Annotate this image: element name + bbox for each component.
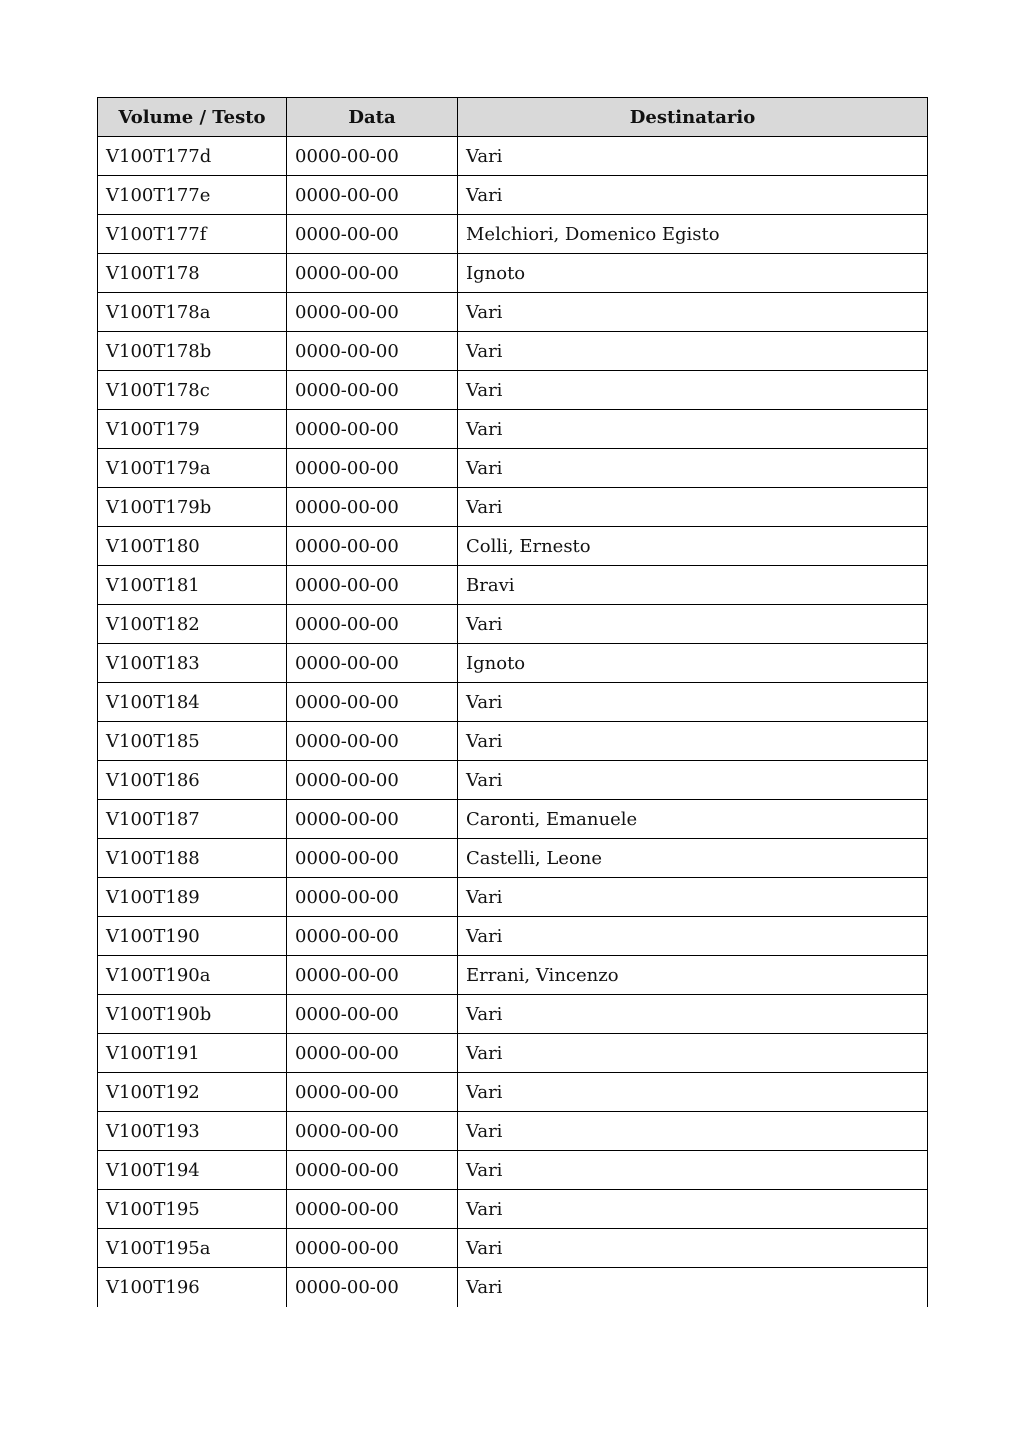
cell-volume-testo: V100T181 — [98, 566, 287, 605]
cell-volume-testo: V100T178a — [98, 293, 287, 332]
header-data: Data — [287, 98, 458, 137]
table-row — [98, 1229, 928, 1268]
table-row — [98, 644, 928, 683]
cell-destinatario: Bravi — [458, 566, 928, 605]
table-row — [98, 1268, 928, 1307]
cell-destinatario: Vari — [458, 176, 928, 215]
cell-volume-testo: V100T191 — [98, 1034, 287, 1073]
table-row — [98, 371, 928, 410]
cell-destinatario: Castelli, Leone — [458, 839, 928, 878]
cell-destinatario: Melchiori, Domenico Egisto — [458, 215, 928, 254]
table-row — [98, 410, 928, 449]
cell-destinatario: Vari — [458, 1034, 928, 1073]
cell-data: 0000-00-00 — [287, 371, 458, 410]
cell-destinatario: Vari — [458, 761, 928, 800]
cell-volume-testo: V100T184 — [98, 683, 287, 722]
table-row — [98, 332, 928, 371]
cell-data: 0000-00-00 — [287, 449, 458, 488]
cell-data: 0000-00-00 — [287, 254, 458, 293]
cell-volume-testo: V100T178b — [98, 332, 287, 371]
cell-destinatario: Vari — [458, 1112, 928, 1151]
table-row — [98, 956, 928, 995]
cell-destinatario: Vari — [458, 1151, 928, 1190]
table-header-row — [98, 98, 928, 137]
cell-destinatario: Vari — [458, 1190, 928, 1229]
cell-data: 0000-00-00 — [287, 527, 458, 566]
cell-volume-testo: V100T180 — [98, 527, 287, 566]
cell-volume-testo: V100T190b — [98, 995, 287, 1034]
cell-destinatario: Vari — [458, 722, 928, 761]
cell-destinatario: Vari — [458, 1268, 928, 1307]
header-volume-testo: Volume / Testo — [98, 98, 287, 137]
cell-volume-testo: V100T188 — [98, 839, 287, 878]
table-row — [98, 839, 928, 878]
cell-destinatario: Vari — [458, 605, 928, 644]
cell-data: 0000-00-00 — [287, 605, 458, 644]
cell-volume-testo: V100T179b — [98, 488, 287, 527]
cell-data: 0000-00-00 — [287, 995, 458, 1034]
table-row — [98, 1190, 928, 1229]
cell-volume-testo: V100T179a — [98, 449, 287, 488]
cell-data: 0000-00-00 — [287, 644, 458, 683]
table-row — [98, 293, 928, 332]
table-row — [98, 1112, 928, 1151]
table-row — [98, 800, 928, 839]
cell-destinatario: Vari — [458, 332, 928, 371]
table-row — [98, 176, 928, 215]
table-row — [98, 449, 928, 488]
cell-volume-testo: V100T178 — [98, 254, 287, 293]
cell-data: 0000-00-00 — [287, 956, 458, 995]
cell-destinatario: Errani, Vincenzo — [458, 956, 928, 995]
header-destinatario: Destinatario — [458, 98, 928, 137]
cell-volume-testo: V100T185 — [98, 722, 287, 761]
cell-volume-testo: V100T192 — [98, 1073, 287, 1112]
cell-destinatario: Colli, Ernesto — [458, 527, 928, 566]
cell-data: 0000-00-00 — [287, 566, 458, 605]
cell-volume-testo: V100T183 — [98, 644, 287, 683]
cell-destinatario: Caronti, Emanuele — [458, 800, 928, 839]
table-row — [98, 683, 928, 722]
table-row — [98, 761, 928, 800]
cell-data: 0000-00-00 — [287, 878, 458, 917]
cell-data: 0000-00-00 — [287, 176, 458, 215]
cell-destinatario: Vari — [458, 917, 928, 956]
cell-data: 0000-00-00 — [287, 410, 458, 449]
table-row — [98, 722, 928, 761]
cell-data: 0000-00-00 — [287, 332, 458, 371]
cell-data: 0000-00-00 — [287, 800, 458, 839]
cell-data: 0000-00-00 — [287, 137, 458, 176]
cell-volume-testo: V100T186 — [98, 761, 287, 800]
cell-destinatario: Ignoto — [458, 254, 928, 293]
cell-volume-testo: V100T189 — [98, 878, 287, 917]
cell-data: 0000-00-00 — [287, 1151, 458, 1190]
table-row — [98, 254, 928, 293]
cell-data: 0000-00-00 — [287, 1268, 458, 1307]
cell-volume-testo: V100T178c — [98, 371, 287, 410]
cell-data: 0000-00-00 — [287, 1229, 458, 1268]
cell-volume-testo: V100T196 — [98, 1268, 287, 1307]
table-row — [98, 878, 928, 917]
cell-volume-testo: V100T194 — [98, 1151, 287, 1190]
table-row — [98, 1073, 928, 1112]
cell-destinatario: Vari — [458, 371, 928, 410]
cell-data: 0000-00-00 — [287, 683, 458, 722]
cell-data: 0000-00-00 — [287, 215, 458, 254]
cell-volume-testo: V100T195a — [98, 1229, 287, 1268]
cell-destinatario: Vari — [458, 293, 928, 332]
table-row — [98, 566, 928, 605]
cell-data: 0000-00-00 — [287, 1112, 458, 1151]
cell-destinatario: Vari — [458, 995, 928, 1034]
cell-destinatario: Vari — [458, 683, 928, 722]
cell-destinatario: Ignoto — [458, 644, 928, 683]
cell-volume-testo: V100T187 — [98, 800, 287, 839]
cell-volume-testo: V100T190 — [98, 917, 287, 956]
cell-volume-testo: V100T179 — [98, 410, 287, 449]
cell-data: 0000-00-00 — [287, 839, 458, 878]
table-row — [98, 1034, 928, 1073]
cell-destinatario: Vari — [458, 137, 928, 176]
cell-volume-testo: V100T190a — [98, 956, 287, 995]
cell-destinatario: Vari — [458, 410, 928, 449]
table-row — [98, 995, 928, 1034]
table-row — [98, 527, 928, 566]
cell-destinatario: Vari — [458, 488, 928, 527]
cell-destinatario: Vari — [458, 1229, 928, 1268]
cell-data: 0000-00-00 — [287, 1073, 458, 1112]
cell-destinatario: Vari — [458, 1073, 928, 1112]
cell-volume-testo: V100T177d — [98, 137, 287, 176]
table-row — [98, 605, 928, 644]
table-row — [98, 488, 928, 527]
table-row — [98, 215, 928, 254]
cell-volume-testo: V100T182 — [98, 605, 287, 644]
cell-data: 0000-00-00 — [287, 917, 458, 956]
cell-volume-testo: V100T177e — [98, 176, 287, 215]
cell-destinatario: Vari — [458, 449, 928, 488]
cell-data: 0000-00-00 — [287, 722, 458, 761]
cell-data: 0000-00-00 — [287, 1190, 458, 1229]
cell-data: 0000-00-00 — [287, 488, 458, 527]
table-row — [98, 917, 928, 956]
table-row — [98, 137, 928, 176]
cell-volume-testo: V100T195 — [98, 1190, 287, 1229]
cell-data: 0000-00-00 — [287, 293, 458, 332]
cell-volume-testo: V100T193 — [98, 1112, 287, 1151]
table-row — [98, 1151, 928, 1190]
letters-table — [97, 97, 928, 1307]
cell-destinatario: Vari — [458, 878, 928, 917]
cell-volume-testo: V100T177f — [98, 215, 287, 254]
cell-data: 0000-00-00 — [287, 761, 458, 800]
cell-data: 0000-00-00 — [287, 1034, 458, 1073]
